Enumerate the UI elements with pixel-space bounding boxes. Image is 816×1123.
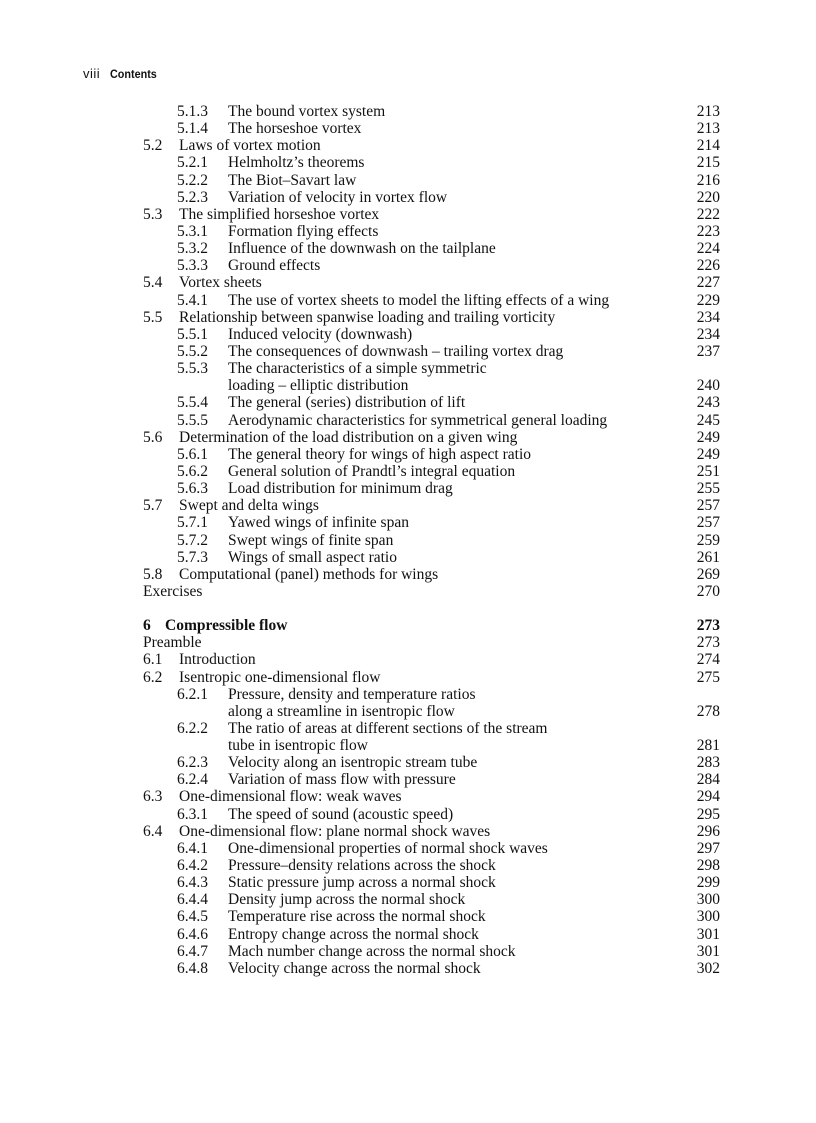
toc-entry-title: Ground effects [228, 257, 321, 275]
toc-entry-page: 298 [696, 857, 720, 875]
toc-entry-title: Variation of velocity in vortex flow [228, 188, 448, 206]
toc-entry[interactable] [0, 463, 816, 480]
toc-entry[interactable] [0, 771, 816, 788]
toc-entry-page: 300 [696, 908, 720, 926]
toc-entry-page: 297 [696, 839, 720, 857]
toc-entry-title: The general theory for wings of high aspect ratio [228, 445, 532, 463]
toc-entry-page: 301 [696, 925, 720, 943]
toc-entry-page: 213 [696, 103, 720, 120]
toc-entry-title: Temperature rise across the normal shock [228, 908, 486, 926]
toc-entry-title: One-dimensional properties of normal shock waves [228, 839, 548, 857]
table-of-contents [0, 103, 816, 977]
toc-entry-number: 5.5 [143, 308, 163, 326]
toc-entry-number: 5.2.1 [177, 154, 208, 172]
toc-entry-page: 257 [696, 497, 720, 515]
toc-entry-page: 274 [696, 651, 720, 669]
toc-entry-page: 234 [696, 308, 720, 326]
toc-entry-title: Entropy change across the normal shock [228, 925, 479, 943]
toc-entry-number: 6.4.1 [177, 839, 208, 857]
toc-entry[interactable] [0, 154, 816, 171]
toc-entry[interactable] [0, 754, 816, 771]
toc-entry-number: 5.1.3 [177, 103, 208, 120]
toc-entry-number: 6.4.6 [177, 925, 208, 943]
toc-entry-title: Variation of mass flow with pressure [228, 771, 456, 789]
toc-entry-page: 227 [696, 274, 720, 292]
toc-entry-page: 300 [696, 891, 720, 909]
toc-entry[interactable] [0, 874, 816, 891]
toc-entry-title: Density jump across the normal shock [228, 891, 466, 909]
toc-entry-page: 240 [696, 377, 720, 395]
toc-entry-page: 275 [696, 668, 720, 686]
toc-entry-title: Compressible flow [165, 617, 288, 635]
toc-entry[interactable] [0, 823, 816, 840]
toc-entry[interactable] [0, 566, 816, 583]
toc-entry-title: Isentropic one-dimensional flow [179, 668, 381, 686]
toc-entry[interactable] [0, 446, 816, 463]
toc-entry[interactable] [0, 223, 816, 240]
toc-entry-number: 6 [143, 617, 151, 635]
section-gap [0, 600, 816, 617]
toc-entry-number: 6.4.2 [177, 857, 208, 875]
toc-entry-title: One-dimensional flow: weak waves [179, 788, 402, 806]
toc-entry-page: 226 [696, 257, 720, 275]
toc-entry-page: 243 [696, 394, 720, 412]
toc-entry-number: 6.2.4 [177, 771, 208, 789]
toc-entry-title: The horseshoe vortex [228, 120, 362, 138]
toc-entry-page: 294 [696, 788, 720, 806]
toc-entry-number: 5.3.1 [177, 222, 208, 240]
toc-entry-page: 215 [696, 154, 720, 172]
page-number-roman: viii [83, 66, 101, 81]
toc-entry-number: 6.4.4 [177, 891, 208, 909]
toc-entry-number: 5.3.3 [177, 257, 208, 275]
toc-entry-title: The bound vortex system [228, 103, 386, 120]
toc-entry-title: Induced velocity (downwash) [228, 325, 413, 343]
toc-entry[interactable] [0, 686, 816, 703]
toc-entry-number: 6.1 [143, 651, 163, 669]
toc-entry-page: 251 [696, 462, 720, 480]
toc-entry[interactable] [0, 737, 816, 754]
toc-entry-page: 213 [696, 120, 720, 138]
toc-entry-page: 261 [696, 548, 720, 566]
toc-entry[interactable] [0, 514, 816, 531]
toc-entry-title: One-dimensional flow: plane normal shock waves [179, 822, 491, 840]
toc-entry-title: Exercises [143, 582, 203, 600]
toc-entry-title: Computational (panel) methods for wings [179, 565, 439, 583]
toc-entry-page: 281 [696, 737, 720, 755]
toc-entry-number: 5.2 [143, 137, 163, 155]
toc-entry-title: The general (series) distribution of lift [228, 394, 466, 412]
toc-entry-number: 6.2.3 [177, 754, 208, 772]
toc-entry-page: 270 [696, 582, 720, 600]
toc-entry-page: 273 [696, 617, 720, 635]
toc-entry-title: The characteristics of a simple symmetric [228, 360, 487, 378]
toc-entry[interactable] [0, 720, 816, 737]
toc-entry-title: Helmholtz’s theorems [228, 154, 365, 172]
toc-entry[interactable] [0, 497, 816, 514]
toc-entry[interactable] [0, 583, 816, 600]
toc-entry-title: Velocity along an isentropic stream tube [228, 754, 478, 772]
toc-entry-title: Determination of the load distribution on a given wing [179, 428, 518, 446]
toc-entry-page: 220 [696, 188, 720, 206]
toc-entry-number: 5.5.5 [177, 411, 208, 429]
header-title: Contents [109, 67, 157, 81]
toc-entry-page: 255 [696, 480, 720, 498]
toc-entry-number: 5.5.4 [177, 394, 208, 412]
toc-entry[interactable] [0, 926, 816, 943]
toc-entry-number: 5.5.1 [177, 325, 208, 343]
toc-entry-number: 5.2.2 [177, 171, 208, 189]
toc-entry-page: 245 [696, 411, 720, 429]
toc-entry[interactable] [0, 840, 816, 857]
toc-entry-title: Yawed wings of infinite span [228, 514, 409, 532]
toc-entry-number: 5.7.2 [177, 531, 208, 549]
toc-entry-title: Relationship between spanwise loading and trailing vorticity [179, 308, 556, 326]
toc-entry-title: Introduction [179, 651, 256, 669]
toc-entry-number: 6.4.7 [177, 942, 208, 960]
toc-entry[interactable] [0, 412, 816, 429]
toc-entry-number: 5.8 [143, 565, 163, 583]
toc-entry[interactable] [0, 206, 816, 223]
toc-entry-title: Swept and delta wings [179, 497, 319, 515]
toc-entry[interactable] [0, 891, 816, 908]
toc-entry[interactable] [0, 292, 816, 309]
toc-entry-number: 5.3 [143, 205, 163, 223]
toc-entry[interactable] [0, 480, 816, 497]
toc-entry[interactable] [0, 240, 816, 257]
toc-entry-number: 5.5.3 [177, 360, 208, 378]
toc-entry-page: 278 [696, 702, 720, 720]
toc-entry-number: 6.4.3 [177, 874, 208, 892]
toc-entry[interactable] [0, 429, 816, 446]
toc-entry[interactable] [0, 274, 816, 291]
toc-entry-title: Wings of small aspect ratio [228, 548, 397, 566]
toc-entry-number: 5.5.2 [177, 342, 208, 360]
toc-entry[interactable] [0, 549, 816, 566]
toc-entry[interactable] [0, 634, 816, 651]
toc-entry-page: 283 [696, 754, 720, 772]
toc-entry-title: Swept wings of finite span [228, 531, 394, 549]
toc-entry[interactable] [0, 137, 816, 154]
toc-entry-page: 237 [696, 342, 720, 360]
toc-entry-title: Load distribution for minimum drag [228, 480, 453, 498]
toc-entry[interactable] [0, 103, 816, 120]
toc-entry-number: 5.7.1 [177, 514, 208, 532]
toc-entry[interactable] [0, 908, 816, 925]
toc-entry-number: 5.6 [143, 428, 163, 446]
toc-entry-page: 249 [696, 445, 720, 463]
toc-entry-page: 257 [696, 514, 720, 532]
toc-entry-page: 249 [696, 428, 720, 446]
toc-entry-title: Preamble [143, 634, 202, 652]
toc-entry-title: Vortex sheets [179, 274, 262, 292]
toc-entry-number: 5.7.3 [177, 548, 208, 566]
toc-entry-page: 284 [696, 771, 720, 789]
toc-entry-number: 6.2.2 [177, 719, 208, 737]
toc-entry[interactable] [0, 343, 816, 360]
toc-entry-title: Static pressure jump across a normal shock [228, 874, 496, 892]
toc-entry[interactable] [0, 806, 816, 823]
toc-entry[interactable] [0, 857, 816, 874]
toc-entry[interactable] [0, 257, 816, 274]
running-header [83, 66, 162, 81]
toc-entry-number: 6.3 [143, 788, 163, 806]
toc-entry-page: 269 [696, 565, 720, 583]
toc-entry-page: 273 [696, 634, 720, 652]
toc-entry[interactable] [0, 669, 816, 686]
toc-entry-title: Laws of vortex motion [179, 137, 321, 155]
toc-entry[interactable] [0, 532, 816, 549]
toc-entry-number: 5.1.4 [177, 120, 208, 138]
toc-entry[interactable] [0, 943, 816, 960]
toc-entry[interactable] [0, 960, 816, 977]
toc-entry-title: Pressure–density relations across the shock [228, 857, 496, 875]
toc-entry[interactable] [0, 703, 816, 720]
toc-entry-page: 296 [696, 822, 720, 840]
toc-entry-page: 214 [696, 137, 720, 155]
toc-entry-title: tube in isentropic flow [228, 737, 368, 755]
toc-entry[interactable] [0, 651, 816, 668]
toc-entry-title: loading – elliptic distribution [228, 377, 409, 395]
toc-entry-number: 5.4.1 [177, 291, 208, 309]
toc-entry-title: Aerodynamic characteristics for symmetrical general loading [228, 411, 608, 429]
toc-entry-page: 302 [696, 959, 720, 977]
toc-entry-title: The ratio of areas at different sections of the stream [228, 719, 548, 737]
toc-entry-title: The consequences of downwash – trailing vortex drag [228, 342, 564, 360]
toc-entry-title: Velocity change across the normal shock [228, 959, 481, 977]
toc-entry[interactable] [0, 120, 816, 137]
toc-entry-title: along a streamline in isentropic flow [228, 702, 455, 720]
toc-entry-title: Mach number change across the normal shock [228, 942, 516, 960]
toc-entry-page: 223 [696, 222, 720, 240]
toc-entry-number: 5.3.2 [177, 240, 208, 258]
toc-entry-title: The Biot–Savart law [228, 171, 357, 189]
toc-entry[interactable] [0, 309, 816, 326]
toc-entry-number: 5.6.2 [177, 462, 208, 480]
toc-entry-page: 216 [696, 171, 720, 189]
toc-entry[interactable] [0, 617, 816, 634]
toc-entry[interactable] [0, 377, 816, 394]
toc-entry[interactable] [0, 189, 816, 206]
toc-entry-number: 6.2.1 [177, 685, 208, 703]
toc-entry-number: 5.4 [143, 274, 163, 292]
toc-entry[interactable] [0, 394, 816, 411]
toc-entry-page: 224 [696, 240, 720, 258]
toc-entry[interactable] [0, 788, 816, 805]
toc-entry-number: 6.3.1 [177, 805, 208, 823]
toc-entry-number: 6.4 [143, 822, 163, 840]
toc-entry-page: 229 [696, 291, 720, 309]
toc-entry[interactable] [0, 172, 816, 189]
toc-entry-page: 295 [696, 805, 720, 823]
toc-entry-title: Formation flying effects [228, 222, 379, 240]
toc-entry-title: Influence of the downwash on the tailplane [228, 240, 496, 258]
toc-entry-number: 5.6.3 [177, 480, 208, 498]
toc-entry-title: Pressure, density and temperature ratios [228, 685, 476, 703]
toc-entry-number: 5.2.3 [177, 188, 208, 206]
toc-entry-number: 5.7 [143, 497, 163, 515]
toc-entry-number: 6.4.5 [177, 908, 208, 926]
toc-entry-page: 259 [696, 531, 720, 549]
toc-entry-title: The use of vortex sheets to model the lifting effects of a wing [228, 291, 610, 309]
toc-entry-page: 222 [696, 205, 720, 223]
toc-entry-number: 6.4.8 [177, 959, 208, 977]
toc-entry-title: The simplified horseshoe vortex [179, 205, 380, 223]
toc-entry-title: The speed of sound (acoustic speed) [228, 805, 454, 823]
toc-entry-title: General solution of Prandtl’s integral equation [228, 462, 516, 480]
toc-entry[interactable] [0, 360, 816, 377]
toc-entry-page: 299 [696, 874, 720, 892]
toc-entry-number: 6.2 [143, 668, 163, 686]
toc-entry-number: 5.6.1 [177, 445, 208, 463]
toc-entry-page: 301 [696, 942, 720, 960]
toc-entry[interactable] [0, 326, 816, 343]
toc-entry-page: 234 [696, 325, 720, 343]
